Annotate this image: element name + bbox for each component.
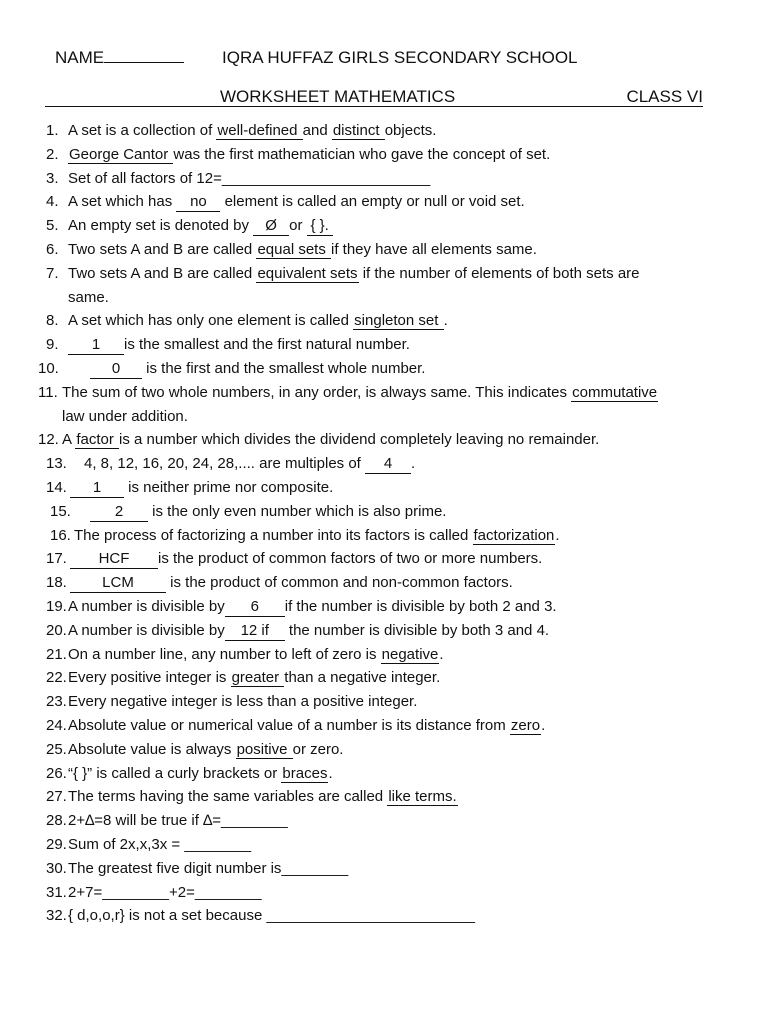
text-segment: Two sets A and B are called <box>68 264 257 282</box>
answer: 1 <box>70 479 124 498</box>
question-text <box>68 643 444 667</box>
answer-blank[interactable]: ________ <box>102 883 169 901</box>
question-item <box>0 500 768 524</box>
text-segment: { d,o,o,r} is not a set because <box>68 907 267 925</box>
question-number: 21. <box>46 645 67 663</box>
text-segment: if the number of elements of both sets are <box>358 264 640 282</box>
text-segment: element is called an empty or null or void set. <box>220 193 525 211</box>
question-number: 12. <box>38 431 59 449</box>
text-segment: if the number is divisible by both 2 and 3. <box>284 597 557 615</box>
question-item <box>0 809 768 833</box>
answer-blank[interactable]: ________ <box>221 812 288 830</box>
question-number: 19. <box>46 597 67 615</box>
text-segment: 2+7= <box>68 883 103 901</box>
school-name: IQRA HUFFAZ GIRLS SECONDARY SCHOOL <box>222 48 578 67</box>
text-segment: Two sets A and B are called <box>68 240 257 258</box>
question-item <box>0 857 768 881</box>
question-text <box>68 904 475 928</box>
text-segment: or <box>289 217 307 235</box>
question-item <box>0 714 768 738</box>
question-item <box>0 357 768 381</box>
question-number: 1. <box>46 122 59 139</box>
title-rule <box>45 80 703 107</box>
question-text <box>70 571 513 595</box>
question-text <box>68 857 348 881</box>
question-text <box>68 881 262 905</box>
question-number: 8. <box>46 312 59 330</box>
text-segment: 4, 8, 12, 16, 20, 24, 28,.... are multiples of <box>84 455 366 473</box>
name-field <box>55 48 184 68</box>
text-segment: The sum of two whole numbers, in any order, is always same. This indicates <box>62 383 572 401</box>
name-blank[interactable] <box>104 62 184 63</box>
text-segment: 2+∆=8 will be true if ∆= <box>68 812 222 830</box>
text-segment: . <box>541 716 546 734</box>
question-number: 20. <box>46 621 67 639</box>
text-segment: Every positive integer is <box>68 669 231 687</box>
answer: factor <box>76 431 119 449</box>
question-item <box>0 190 768 214</box>
worksheet-title: WORKSHEET MATHEMATICS <box>220 87 456 106</box>
question-text <box>68 190 525 214</box>
question-item <box>0 595 768 619</box>
question-number: 29. <box>46 835 67 853</box>
question-item <box>0 333 768 357</box>
question-number: 23. <box>46 693 67 711</box>
question-number: 25. <box>46 740 67 758</box>
question-number: 24. <box>46 716 67 734</box>
question-text <box>68 666 440 690</box>
question-text <box>68 833 251 857</box>
question-item <box>0 143 768 167</box>
question-item <box>0 833 768 857</box>
question-text: Every negative integer is less than a positive integer. <box>68 693 418 711</box>
question-text <box>70 547 542 571</box>
answer: factorization <box>473 526 555 544</box>
question-text <box>62 428 599 452</box>
question-text <box>62 381 658 429</box>
question-item <box>0 547 768 571</box>
question-number: 26. <box>46 764 67 782</box>
answer-blank[interactable]: _________________________ <box>221 169 431 187</box>
text-segment: Absolute value is always <box>68 740 236 758</box>
question-item <box>0 571 768 595</box>
answer: positive <box>236 740 292 758</box>
text-segment: . <box>443 312 448 330</box>
question-text <box>68 714 545 738</box>
question-number: 28. <box>46 812 67 830</box>
question-number: 16. <box>50 526 71 544</box>
question-item <box>0 785 768 809</box>
text-segment: The greatest five digit number is <box>68 859 282 877</box>
class-label: CLASS VI <box>626 87 703 106</box>
question-number: 4. <box>46 193 59 211</box>
question-item <box>0 643 768 667</box>
text-segment: A <box>62 431 76 449</box>
text-segment: +2= <box>168 883 195 901</box>
answer: zero <box>510 716 541 734</box>
text-segment: is the product of common and non-common factors. <box>166 574 513 592</box>
answer: equal sets <box>257 240 330 258</box>
text-segment: . <box>411 455 416 473</box>
text-segment: The terms having the same variables are called <box>68 788 388 806</box>
question-item <box>0 904 768 928</box>
question-number: 22. <box>46 669 67 687</box>
question-list <box>0 119 768 928</box>
text-segment: and <box>302 122 332 139</box>
text-segment: . <box>439 645 444 663</box>
question-item <box>0 381 768 429</box>
answer: { }. <box>307 217 333 236</box>
question-text <box>68 214 333 238</box>
question-number: 5. <box>46 217 59 235</box>
text-segment: A number is divisible by <box>68 621 225 639</box>
answer-blank[interactable]: ________ <box>281 859 349 877</box>
text-segment: A number is divisible by <box>68 597 225 615</box>
question-item <box>0 428 768 452</box>
question-text <box>84 452 415 476</box>
answer: HCF <box>70 550 158 569</box>
question-number: 2. <box>46 145 59 163</box>
text-segment: A set is a collection of <box>68 122 217 139</box>
answer: Ø <box>253 217 289 236</box>
text-segment: is neither prime nor composite. <box>124 478 334 496</box>
answer: George Cantor <box>69 145 173 163</box>
question-number: 30. <box>46 859 67 877</box>
question-text <box>68 143 550 167</box>
answer: distinct <box>332 122 384 139</box>
answer-blank[interactable]: ________ <box>194 883 262 901</box>
question-number: 27. <box>46 788 67 806</box>
answer: like terms. <box>388 788 457 806</box>
text-segment: Set of all factors of 12= <box>68 169 222 187</box>
question-item <box>0 619 768 643</box>
text-segment: was the first mathematician who gave the concept of set. <box>173 145 551 163</box>
answer: LCM <box>70 574 166 593</box>
answer: equivalent sets <box>257 264 358 282</box>
answer-blank[interactable]: _________________________ <box>266 907 476 925</box>
question-number: 9. <box>46 336 59 354</box>
question-text <box>68 167 430 191</box>
answer: 1 <box>68 336 124 355</box>
question-text <box>90 500 446 524</box>
answer: greater <box>231 669 284 687</box>
text-segment: . <box>555 526 560 544</box>
question-item <box>0 309 768 333</box>
question-number: 18. <box>46 574 67 592</box>
question-text <box>68 785 458 809</box>
answer: singleton set <box>354 312 443 330</box>
answer: well-defined <box>217 122 302 139</box>
text-segment: is the first and the smallest whole number. <box>142 359 426 377</box>
name-label: NAME <box>55 48 105 67</box>
answer: 12 if <box>225 622 285 641</box>
question-number: 6. <box>46 240 59 258</box>
question-number: 17. <box>46 550 67 568</box>
question-text <box>68 119 436 143</box>
question-item <box>0 452 768 476</box>
text-segment: . <box>328 764 333 782</box>
question-number: 32. <box>46 907 67 925</box>
question-item <box>0 476 768 500</box>
text-segment: or zero. <box>292 740 344 758</box>
question-text <box>68 238 537 262</box>
question-text <box>68 262 640 310</box>
question-number: 10. <box>38 359 59 377</box>
text-segment: than a negative integer. <box>284 669 441 687</box>
answer: no <box>176 193 220 212</box>
question-text <box>68 333 410 357</box>
text-segment: Absolute value or numerical value of a number is its distance from <box>68 716 510 734</box>
text-continuation: law under addition. <box>62 407 188 425</box>
answer-blank[interactable]: ________ <box>184 835 252 853</box>
question-item <box>0 666 768 690</box>
question-item <box>0 262 768 310</box>
question-item <box>0 690 768 714</box>
question-number: 13. <box>46 455 67 473</box>
question-number: 14. <box>46 478 67 496</box>
answer: negative <box>381 645 439 663</box>
text-continuation: same. <box>68 288 109 306</box>
question-number: 7. <box>46 264 59 282</box>
question-text <box>68 762 333 786</box>
text-segment: On a number line, any number to left of zero is <box>68 645 381 663</box>
question-item <box>0 881 768 905</box>
question-number: 3. <box>46 169 59 187</box>
question-item <box>0 167 768 191</box>
question-item <box>0 214 768 238</box>
question-item <box>0 738 768 762</box>
text-segment: objects. <box>384 122 437 139</box>
question-item <box>0 762 768 786</box>
text-segment: “{ }” is called a curly brackets or <box>68 764 282 782</box>
answer: braces <box>282 764 328 782</box>
question-text <box>90 357 425 381</box>
answer: commutative <box>572 383 658 401</box>
text-segment: A set which has <box>68 193 177 211</box>
question-text <box>70 476 333 500</box>
question-number: 15. <box>50 502 71 520</box>
answer: 6 <box>225 598 285 617</box>
text-segment: the number is divisible by both 3 and 4. <box>284 621 550 639</box>
question-text <box>68 738 343 762</box>
text-segment: is the product of common factors of two or more numbers. <box>158 550 543 568</box>
question-item <box>0 119 768 143</box>
question-item <box>0 524 768 548</box>
answer: 4 <box>365 455 411 474</box>
text-segment: The process of factorizing a number into its factors is called <box>74 526 473 544</box>
question-number: 31. <box>46 883 67 901</box>
text-segment: is a number which divides the dividend completely leaving no remainder. <box>119 431 600 449</box>
question-item <box>0 238 768 262</box>
question-text <box>68 619 549 643</box>
question-text <box>68 595 557 619</box>
question-text <box>74 524 560 548</box>
text-segment: if they have all elements same. <box>331 240 537 258</box>
question-text <box>68 309 448 333</box>
question-text <box>68 809 288 833</box>
answer: 0 <box>90 360 142 379</box>
text-segment: Sum of 2x,x,3x = <box>68 835 185 853</box>
question-number: 11. <box>38 383 58 401</box>
text-segment: A set which has only one element is called <box>68 312 354 330</box>
answer: 2 <box>90 503 148 522</box>
text-segment: An empty set is denoted by <box>68 217 254 235</box>
text-segment: is the only even number which is also prime. <box>148 502 447 520</box>
text-segment: is the smallest and the first natural number. <box>124 336 410 354</box>
